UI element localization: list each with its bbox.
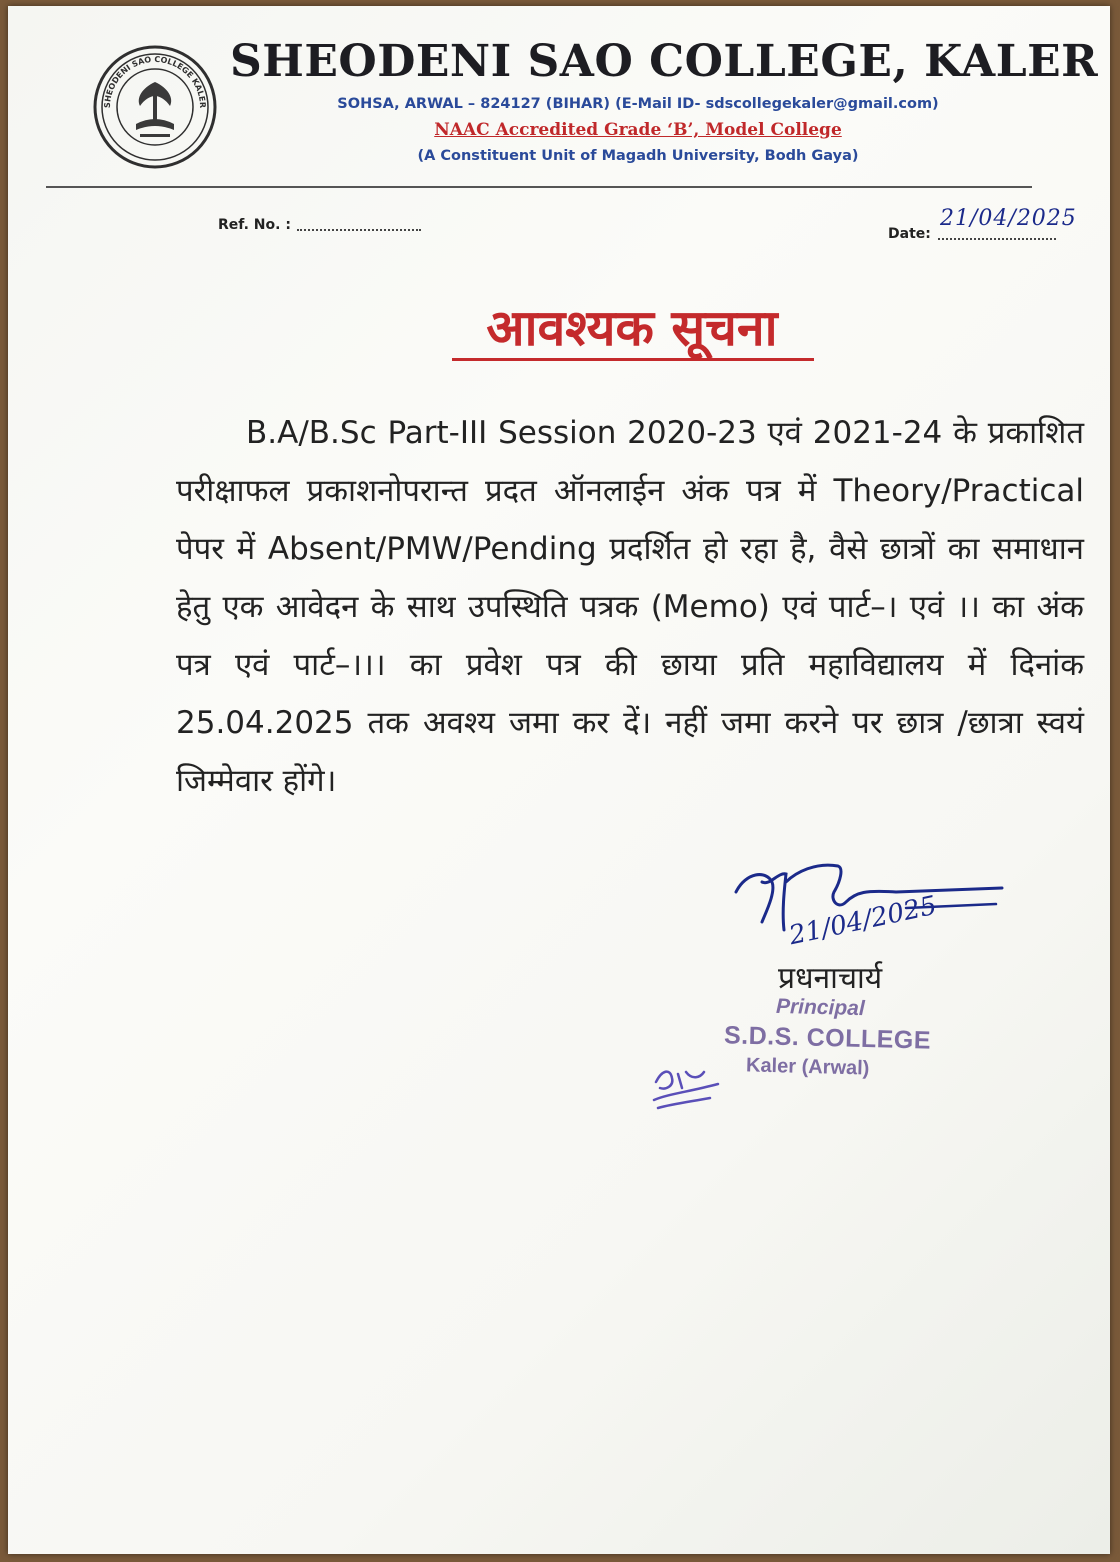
date-blank <box>938 238 1056 240</box>
heading-underline <box>452 358 814 361</box>
notice-sheet <box>8 6 1110 1554</box>
svg-text:SHEODENI SAO COLLEGE KALER: SHEODENI SAO COLLEGE KALER <box>102 54 208 109</box>
stamp-place: Kaler (Arwal) <box>745 1054 870 1080</box>
constituent-line: (A Constituent Unit of Magadh University, Bodh Gaya) <box>417 148 859 164</box>
stamp-principal: Principal <box>775 994 866 1021</box>
college-seal-icon <box>92 44 218 170</box>
ref-number <box>218 217 421 233</box>
initials-mark-icon <box>648 1064 734 1114</box>
ref-blank <box>297 229 421 231</box>
ref-label: Ref. No. : <box>218 217 291 233</box>
notice-body: B.A/B.Sc Part-III Session 2020-23 एवं 2021-24 के प्रकाशित परीक्षाफल प्रकाशनोपरान्त प्रदत ऑनलाईन अंक पत्र में Theory/Practical पेपर में Absent/PMW/Pending प्रदर्शित हो रहा है, वैसे छात्रों का समाधान हेतु एक आवेदन के साथ उपस्थिति पत्रक (Memo) एवं पार्ट–। एवं ।। का अंक पत्र एवं पार्ट–।।। का प्रवेश पत्र की छाया प्रति महाविद्यालय में दिनांक 25.04.2025 तक अवश्य जमा कर दें। नहीं जमा करने पर छात्र /छात्रा स्वयं जिम्मेवार होंगे। <box>176 415 1084 799</box>
date-value: 21/04/2025 <box>940 206 1077 231</box>
principal-title-hindi: प्रधनाचार्य <box>778 961 883 996</box>
naac-line: NAAC Accredited Grade ‘B’, Model College <box>434 120 842 140</box>
college-name: SHEODENI SAO COLLEGE, KALER <box>230 36 1099 87</box>
notice-heading: आवश्यक सूचना <box>486 299 778 357</box>
date-label: Date: <box>888 226 931 242</box>
address-line: SOHSA, ARWAL – 824127 (BIHAR) (E-Mail ID- sdscollegekaler@gmail.com) <box>337 96 939 112</box>
header-divider <box>46 186 1032 188</box>
signed-date: 21/04/2025 <box>786 890 940 952</box>
stamp-college: S.D.S. COLLEGE <box>723 1021 932 1055</box>
